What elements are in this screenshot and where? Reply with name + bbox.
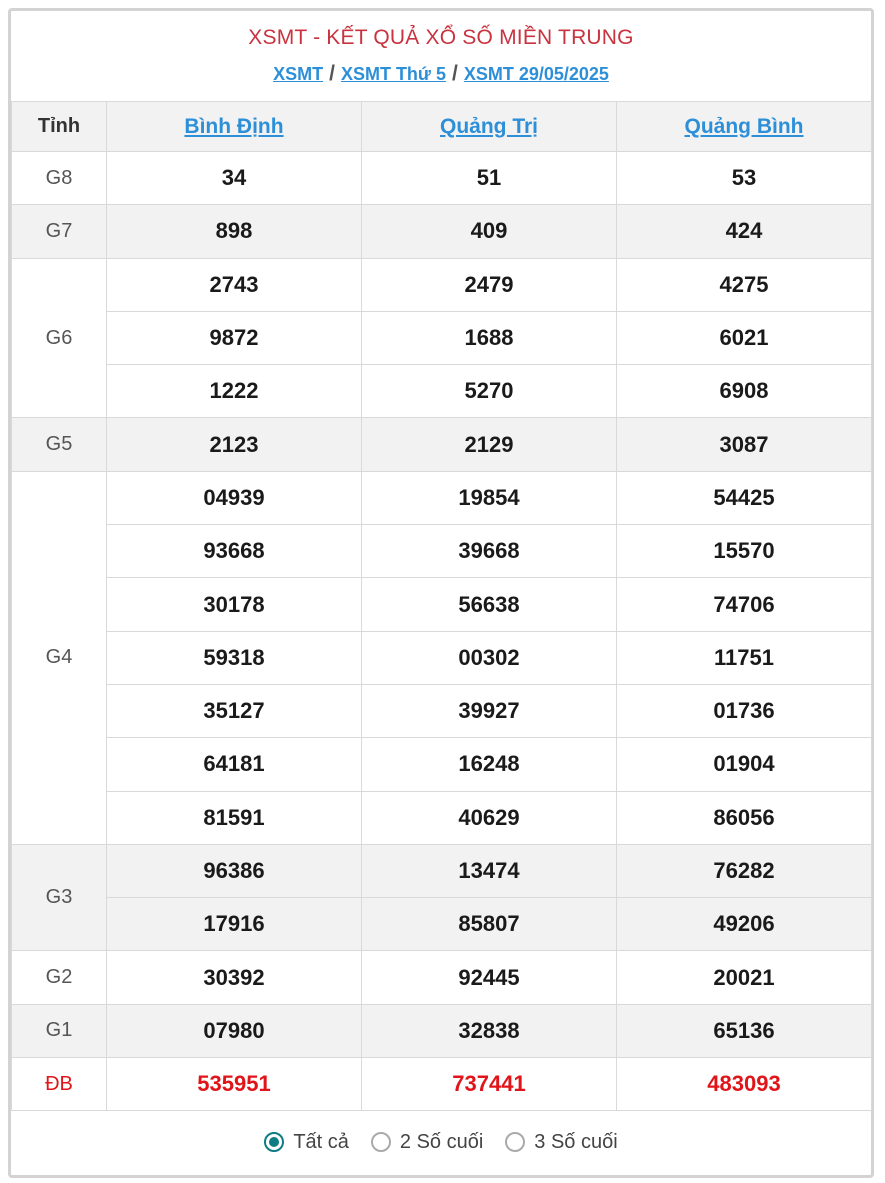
table-row <box>12 1004 872 1057</box>
special-prize-number: 535951 <box>107 1058 362 1111</box>
province-link-quang-tri[interactable]: Quảng Trị <box>439 114 538 138</box>
prize-number: 20021 <box>617 951 872 1004</box>
prize-number: 01736 <box>617 684 872 737</box>
prize-label: G5 <box>12 418 107 471</box>
prize-number: 81591 <box>107 791 362 844</box>
prize-number: 85807 <box>362 898 617 951</box>
prize-number: 92445 <box>362 951 617 1004</box>
table-row <box>12 898 872 951</box>
results-body <box>12 152 872 1111</box>
prize-number: 11751 <box>617 631 872 684</box>
prize-number: 76282 <box>617 844 872 897</box>
table-row <box>12 365 872 418</box>
table-row <box>12 311 872 364</box>
breadcrumb-separator: / <box>451 62 458 85</box>
prize-number: 59318 <box>107 631 362 684</box>
digit-filter <box>11 1111 871 1173</box>
table-row <box>12 631 872 684</box>
prize-label: G4 <box>12 471 107 844</box>
table-row <box>12 258 872 311</box>
prize-label: G1 <box>12 1004 107 1057</box>
prize-number: 2129 <box>362 418 617 471</box>
prize-number: 16248 <box>362 738 617 791</box>
prize-number: 34 <box>107 152 362 205</box>
table-row <box>12 578 872 631</box>
prize-number: 424 <box>617 205 872 258</box>
table-row <box>12 471 872 524</box>
page-title: XSMT - KẾT QUẢ XỔ SỐ MIỀN TRUNG <box>248 26 634 49</box>
column-header-province-3 <box>617 102 872 152</box>
prize-number: 1688 <box>362 311 617 364</box>
breadcrumb-link-xsmt[interactable]: XSMT <box>273 64 324 84</box>
prize-number: 13474 <box>362 844 617 897</box>
filter-option-last-2[interactable] <box>371 1131 483 1154</box>
breadcrumb-separator: / <box>329 62 335 85</box>
prize-number: 898 <box>107 205 362 258</box>
prize-number: 32838 <box>362 1004 617 1057</box>
prize-number: 93668 <box>107 525 362 578</box>
prize-number: 04939 <box>107 471 362 524</box>
province-link-quang-binh[interactable]: Quảng Bình <box>684 114 804 138</box>
column-header-province-1 <box>107 102 362 152</box>
prize-number: 01904 <box>617 738 872 791</box>
table-row <box>12 738 872 791</box>
breadcrumb <box>11 62 871 86</box>
prize-number: 53 <box>617 152 872 205</box>
prize-number: 1222 <box>107 365 362 418</box>
table-row <box>12 418 872 471</box>
filter-option-all[interactable] <box>264 1131 349 1154</box>
prize-number: 4275 <box>617 258 872 311</box>
prize-number: 409 <box>362 205 617 258</box>
prize-number: 07980 <box>107 1004 362 1057</box>
prize-number: 2743 <box>107 258 362 311</box>
results-card <box>8 8 874 1178</box>
prize-number: 6021 <box>617 311 872 364</box>
radio-selected-icon[interactable] <box>264 1132 284 1152</box>
column-header-province: Tỉnh <box>12 102 107 152</box>
prize-number: 30392 <box>107 951 362 1004</box>
prize-label: G3 <box>12 844 107 951</box>
prize-number: 56638 <box>362 578 617 631</box>
prize-number: 64181 <box>107 738 362 791</box>
prize-number: 54425 <box>617 471 872 524</box>
prize-number: 2479 <box>362 258 617 311</box>
prize-number: 35127 <box>107 684 362 737</box>
table-row <box>12 791 872 844</box>
prize-number: 40629 <box>362 791 617 844</box>
prize-number: 96386 <box>107 844 362 897</box>
province-link-binh-dinh[interactable]: Bình Định <box>184 114 284 138</box>
breadcrumb-link-weekday[interactable]: XSMT Thứ 5 <box>340 64 446 84</box>
prize-number: 39668 <box>362 525 617 578</box>
breadcrumb-link-date[interactable]: XSMT 29/05/2025 <box>463 64 609 84</box>
prize-number: 51 <box>362 152 617 205</box>
filter-option-label: 2 Số cuối <box>399 1130 484 1153</box>
table-row <box>12 844 872 897</box>
radio-dot-icon <box>269 1137 279 1147</box>
table-row <box>12 152 872 205</box>
prize-number: 65136 <box>617 1004 872 1057</box>
prize-label: G8 <box>12 152 107 205</box>
prize-number: 6908 <box>617 365 872 418</box>
table-row <box>12 525 872 578</box>
results-table <box>11 101 872 1111</box>
prize-number: 86056 <box>617 791 872 844</box>
table-row <box>12 1058 872 1111</box>
prize-label: G6 <box>12 258 107 418</box>
prize-number: 30178 <box>107 578 362 631</box>
filter-option-label: 3 Số cuối <box>534 1130 618 1153</box>
prize-number: 00302 <box>362 631 617 684</box>
results-header <box>11 11 871 101</box>
radio-unselected-icon[interactable] <box>505 1132 525 1152</box>
filter-option-last-3[interactable] <box>505 1131 617 1154</box>
prize-label: G7 <box>12 205 107 258</box>
table-header-row <box>12 102 872 152</box>
prize-number: 9872 <box>107 311 362 364</box>
filter-option-label: Tất cả <box>293 1130 349 1153</box>
special-prize-number: 737441 <box>362 1058 617 1111</box>
special-prize-number: 483093 <box>617 1058 872 1111</box>
radio-unselected-icon[interactable] <box>371 1132 391 1152</box>
table-row <box>12 951 872 1004</box>
prize-number: 3087 <box>617 418 872 471</box>
prize-number: 2123 <box>107 418 362 471</box>
table-row <box>12 684 872 737</box>
prize-number: 39927 <box>362 684 617 737</box>
prize-number: 17916 <box>107 898 362 951</box>
column-header-province-2 <box>362 102 617 152</box>
prize-label: ĐB <box>12 1058 107 1111</box>
prize-number: 74706 <box>617 578 872 631</box>
prize-number: 5270 <box>362 365 617 418</box>
prize-label: G2 <box>12 951 107 1004</box>
prize-number: 15570 <box>617 525 872 578</box>
table-row <box>12 205 872 258</box>
prize-number: 19854 <box>362 471 617 524</box>
prize-number: 49206 <box>617 898 872 951</box>
